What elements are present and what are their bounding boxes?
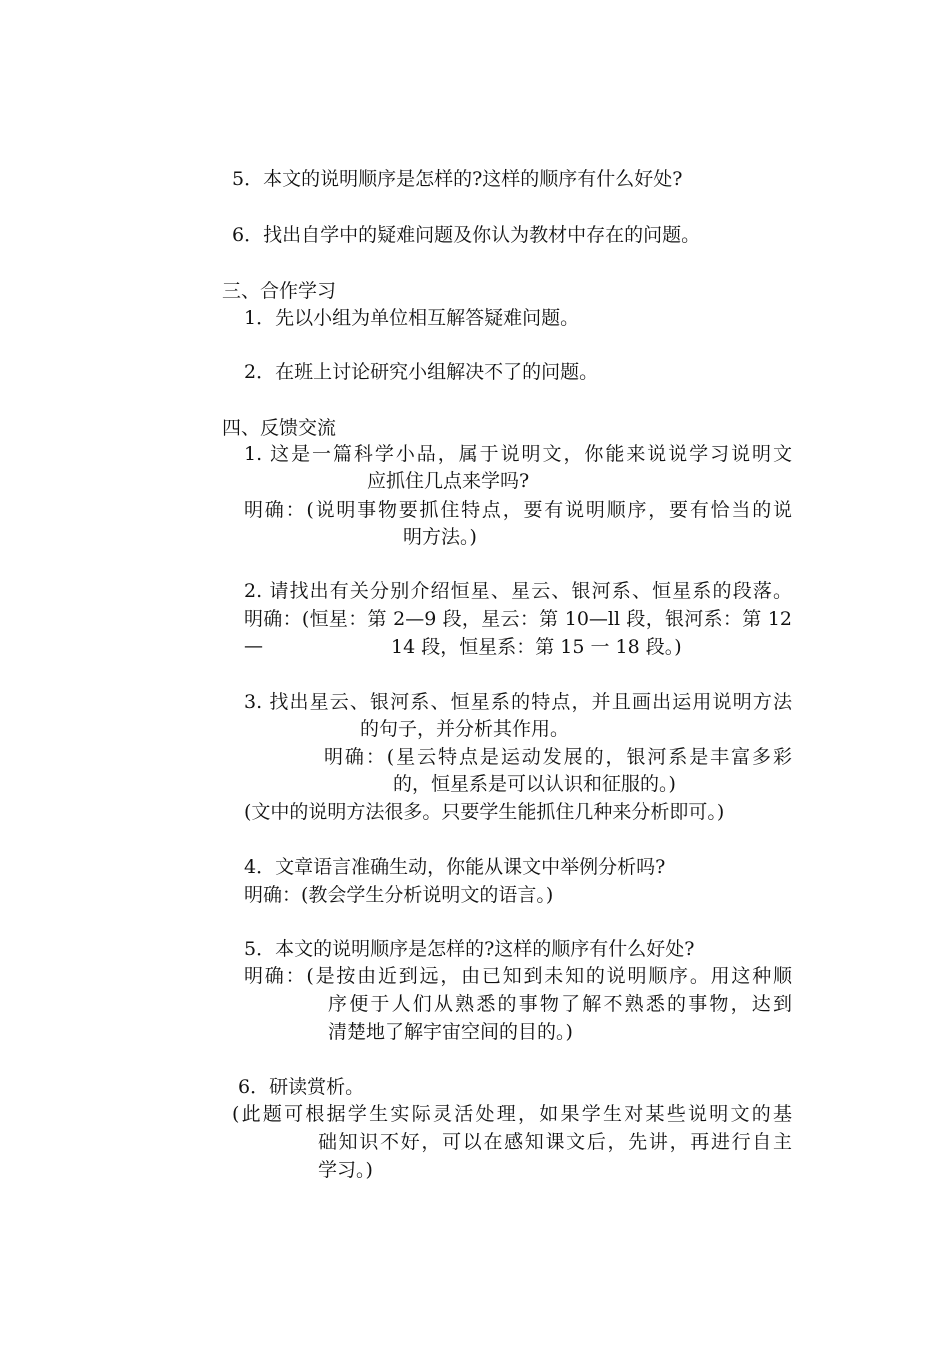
question-line: 的句子，并分析其作用。 xyxy=(360,718,570,740)
note-line: (文中的说明方法很多。只要学生能抓住几种来分析即可。) xyxy=(244,801,725,823)
section-heading-feedback: 四、反馈交流 xyxy=(222,417,337,439)
question-line: 应抓住几点来学吗? xyxy=(367,470,530,492)
question-line: 3. 找出星云、银河系、恒星系的特点，并且画出运用说明方法 xyxy=(244,691,792,713)
question-line: 2. 请找出有关分别介绍恒星、星云、银河系、恒星系的段落。 xyxy=(244,580,792,602)
answer-line: 明确：(是按由近到远，由已知到未知的说明顺序。用这种顺 xyxy=(244,965,792,987)
question-line: 4．文章语言准确生动，你能从课文中举例分析吗? xyxy=(244,856,666,878)
question-line: 1. 这是一篇科学小品，属于说明文，你能来说说学习说明文 xyxy=(244,443,792,465)
question-line: 6．研读赏析。 xyxy=(238,1076,365,1098)
answer-line: 序便于人们从熟悉的事物了解不熟悉的事物，达到 xyxy=(328,993,792,1015)
question-6: 6．找出自学中的疑难问题及你认为教材中存在的问题。 xyxy=(232,224,701,246)
answer-line: 明确：(教会学生分析说明文的语言。) xyxy=(244,884,554,906)
answer-line: 14 段，恒星系：第 15 一 18 段。) xyxy=(391,636,682,658)
answer-line: 的，恒星系是可以认识和征服的。) xyxy=(393,773,676,795)
note-line: 础知识不好，可以在感知课文后，先讲，再进行自主 xyxy=(318,1131,792,1153)
section-heading-cooperative: 三、合作学习 xyxy=(222,280,337,302)
answer-line: 明确：(恒星：第 2—9 段，星云：第 10—ll 段，银河系：第 12— xyxy=(244,608,792,657)
question-5: 5．本文的说明顺序是怎样的?这样的顺序有什么好处? xyxy=(232,168,683,190)
answer-line: 清楚地了解宇宙空间的目的。) xyxy=(328,1021,573,1043)
answer-line: 明确：(说明事物要抓住特点，要有说明顺序，要有恰当的说 xyxy=(244,499,792,521)
list-item: 2．在班上讨论研究小组解决不了的问题。 xyxy=(244,361,599,383)
note-line: (此题可根据学生实际灵活处理，如果学生对某些说明文的基 xyxy=(232,1103,792,1125)
question-line: 5．本文的说明顺序是怎样的?这样的顺序有什么好处? xyxy=(244,938,695,960)
answer-line: 明方法。) xyxy=(403,526,477,548)
list-item: 1．先以小组为单位相互解答疑难问题。 xyxy=(244,307,580,329)
answer-line: 明确：(星云特点是运动发展的，银河系是丰富多彩 xyxy=(324,746,792,768)
note-line: 学习。) xyxy=(318,1159,373,1181)
